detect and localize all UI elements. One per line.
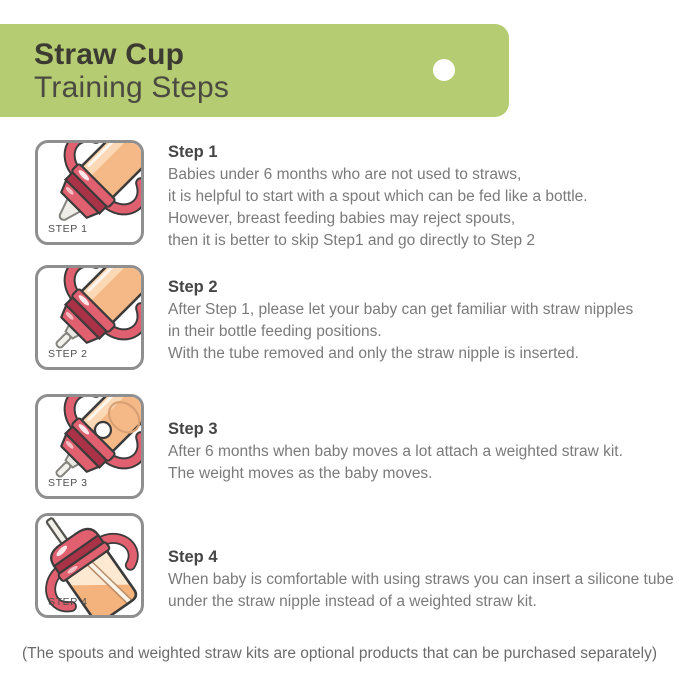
step-line: When baby is comfortable with using straws you can insert a silicone tube (168, 571, 674, 588)
step-line: in their bottle feeding positions. (168, 323, 382, 340)
step-1-text (168, 141, 676, 252)
step-badge: STEP 4 (48, 596, 88, 608)
step-1-illustration-box (35, 140, 144, 245)
step-line: then it is better to skip Step1 and go directly to Step 2 (168, 232, 536, 249)
footer-note: (The spouts and weighted straw kits are optional products that can be purchased separately) (21, 645, 657, 662)
step-line: After Step 1, please let your baby can get familiar with straw nipples (168, 301, 634, 318)
step-heading: Step 1 (168, 143, 218, 161)
step-line: Babies under 6 months who are not used to straws, (168, 166, 522, 183)
step-line: After 6 months when baby moves a lot attach a weighted straw kit. (168, 443, 623, 460)
step-badge: STEP 2 (48, 348, 88, 360)
step-badge: STEP 1 (48, 223, 88, 235)
step-heading: Step 3 (168, 420, 218, 438)
step-line: However, breast feeding babies may reject spouts, (168, 210, 516, 227)
hang-hole-icon (433, 59, 455, 81)
step-2-text (168, 276, 676, 365)
step-heading: Step 2 (168, 278, 218, 296)
step-3-text (168, 418, 676, 485)
step-4-text (168, 546, 676, 613)
step-line: under the straw nipple instead of a weighted straw kit. (168, 593, 537, 610)
step-3-illustration-box (35, 394, 144, 499)
step-line: it is helpful to start with a spout which can be fed like a bottle. (168, 188, 588, 205)
step-line: The weight moves as the baby moves. (168, 465, 433, 482)
step-4-illustration-box (35, 513, 144, 618)
step-heading: Step 4 (168, 548, 218, 566)
header-banner (0, 24, 509, 117)
step-line: With the tube removed and only the straw nipple is inserted. (168, 345, 579, 362)
page-subtitle: Training Steps (34, 71, 230, 104)
page-title: Straw Cup (34, 38, 185, 71)
step-badge: STEP 3 (48, 477, 88, 489)
step-2-illustration-box (35, 265, 144, 370)
